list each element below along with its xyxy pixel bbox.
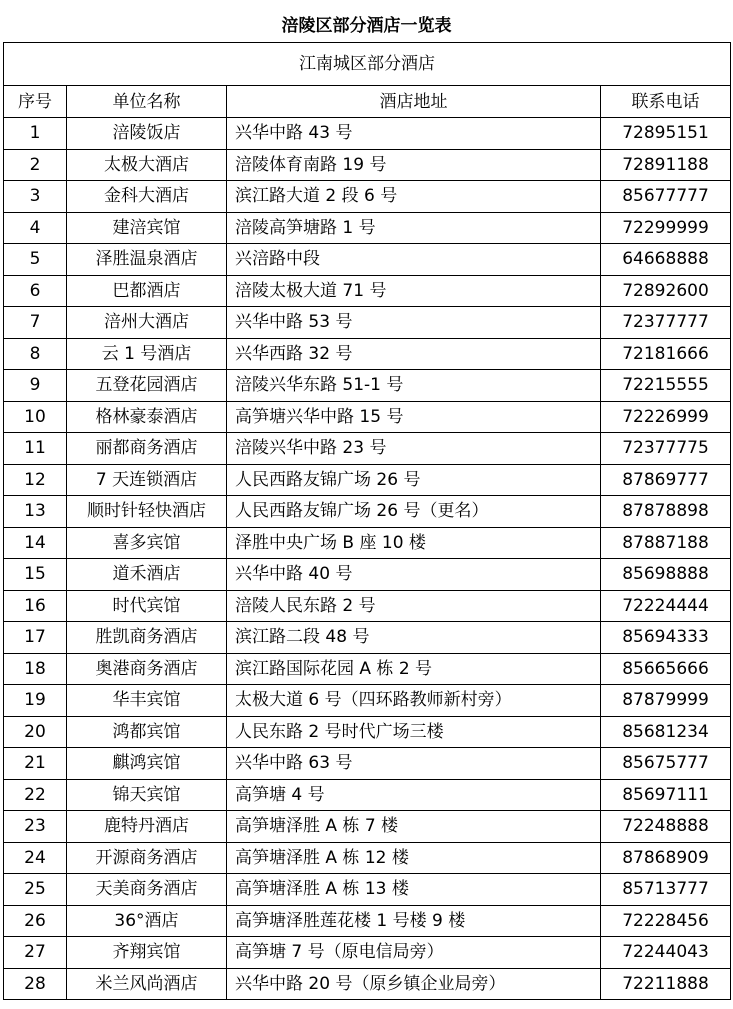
cell-phone: 85698888: [601, 559, 731, 591]
cell-name: 五登花园酒店: [67, 370, 227, 402]
cell-no: 3: [4, 181, 67, 213]
cell-address: 涪陵人民东路 2 号: [227, 590, 601, 622]
cell-address: 兴涪路中段: [227, 244, 601, 276]
cell-address: 兴华中路 20 号（原乡镇企业局旁）: [227, 968, 601, 1000]
cell-no: 5: [4, 244, 67, 276]
cell-no: 26: [4, 905, 67, 937]
cell-address: 兴华中路 40 号: [227, 559, 601, 591]
col-header-no: 序号: [4, 86, 67, 118]
cell-phone: 87879999: [601, 685, 731, 717]
cell-name: 喜多宾馆: [67, 527, 227, 559]
cell-phone: 87878898: [601, 496, 731, 528]
cell-no: 28: [4, 968, 67, 1000]
cell-no: 4: [4, 212, 67, 244]
cell-no: 24: [4, 842, 67, 874]
cell-name: 涪陵饭店: [67, 118, 227, 150]
cell-name: 金科大酒店: [67, 181, 227, 213]
table-row: [4, 716, 731, 748]
cell-address: 涪陵太极大道 71 号: [227, 275, 601, 307]
cell-name: 鹿特丹酒店: [67, 811, 227, 843]
cell-name: 道禾酒店: [67, 559, 227, 591]
cell-no: 20: [4, 716, 67, 748]
section-row: [4, 43, 731, 86]
table-row: [4, 779, 731, 811]
cell-address: 高笋塘泽胜莲花楼 1 号楼 9 楼: [227, 905, 601, 937]
cell-phone: 72299999: [601, 212, 731, 244]
cell-no: 25: [4, 874, 67, 906]
cell-address: 高笋塘 7 号（原电信局旁）: [227, 937, 601, 969]
table-row: [4, 181, 731, 213]
cell-phone: 72228456: [601, 905, 731, 937]
table-row: [4, 559, 731, 591]
cell-address: 涪陵兴华中路 23 号: [227, 433, 601, 465]
cell-phone: 72226999: [601, 401, 731, 433]
cell-phone: 85677777: [601, 181, 731, 213]
table-row: [4, 370, 731, 402]
cell-name: 涪州大酒店: [67, 307, 227, 339]
cell-phone: 72377777: [601, 307, 731, 339]
page-title: 涪陵区部分酒店一览表: [281, 16, 452, 36]
cell-phone: 85697111: [601, 779, 731, 811]
table-row: [4, 590, 731, 622]
cell-name: 太极大酒店: [67, 149, 227, 181]
cell-no: 17: [4, 622, 67, 654]
cell-phone: 72244043: [601, 937, 731, 969]
table-row: [4, 748, 731, 780]
cell-name: 米兰风尚酒店: [67, 968, 227, 1000]
cell-name: 7 天连锁酒店: [67, 464, 227, 496]
cell-phone: 87869777: [601, 464, 731, 496]
cell-name: 建涪宾馆: [67, 212, 227, 244]
table-row: [4, 527, 731, 559]
table-row: [4, 622, 731, 654]
cell-no: 1: [4, 118, 67, 150]
cell-no: 7: [4, 307, 67, 339]
cell-name: 鸿都宾馆: [67, 716, 227, 748]
table-row: [4, 118, 731, 150]
table-row: [4, 212, 731, 244]
cell-name: 格林豪泰酒店: [67, 401, 227, 433]
cell-name: 奥港商务酒店: [67, 653, 227, 685]
cell-no: 6: [4, 275, 67, 307]
cell-address: 高笋塘泽胜 A 栋 12 楼: [227, 842, 601, 874]
cell-no: 9: [4, 370, 67, 402]
cell-no: 21: [4, 748, 67, 780]
cell-name: 云 1 号酒店: [67, 338, 227, 370]
cell-phone: 72215555: [601, 370, 731, 402]
table-row: [4, 149, 731, 181]
cell-phone: 72891188: [601, 149, 731, 181]
cell-no: 13: [4, 496, 67, 528]
cell-phone: 72892600: [601, 275, 731, 307]
table-row: [4, 464, 731, 496]
cell-phone: 85675777: [601, 748, 731, 780]
cell-address: 高笋塘兴华中路 15 号: [227, 401, 601, 433]
cell-address: 兴华中路 43 号: [227, 118, 601, 150]
cell-address: 高笋塘泽胜 A 栋 13 楼: [227, 874, 601, 906]
cell-phone: 85665666: [601, 653, 731, 685]
cell-name: 开源商务酒店: [67, 842, 227, 874]
cell-no: 18: [4, 653, 67, 685]
cell-name: 36°酒店: [67, 905, 227, 937]
table-row: [4, 937, 731, 969]
cell-no: 19: [4, 685, 67, 717]
cell-phone: 64668888: [601, 244, 731, 276]
col-header-address: 酒店地址: [227, 86, 601, 118]
cell-address: 泽胜中央广场 B 座 10 楼: [227, 527, 601, 559]
cell-no: 8: [4, 338, 67, 370]
col-header-name: 单位名称: [67, 86, 227, 118]
cell-phone: 72224444: [601, 590, 731, 622]
section-title: 江南城区部分酒店: [4, 43, 731, 86]
cell-phone: 87887188: [601, 527, 731, 559]
cell-name: 麒鸿宾馆: [67, 748, 227, 780]
table-row: [4, 275, 731, 307]
cell-name: 齐翔宾馆: [67, 937, 227, 969]
col-header-phone: 联系电话: [601, 86, 731, 118]
cell-no: 15: [4, 559, 67, 591]
cell-no: 27: [4, 937, 67, 969]
cell-address: 滨江路二段 48 号: [227, 622, 601, 654]
cell-name: 巴都酒店: [67, 275, 227, 307]
table-row: [4, 685, 731, 717]
table-row: [4, 244, 731, 276]
cell-address: 高笋塘 4 号: [227, 779, 601, 811]
cell-name: 锦天宾馆: [67, 779, 227, 811]
cell-address: 涪陵体育南路 19 号: [227, 149, 601, 181]
cell-address: 人民东路 2 号时代广场三楼: [227, 716, 601, 748]
cell-phone: 72181666: [601, 338, 731, 370]
cell-address: 太极大道 6 号（四环路教师新村旁）: [227, 685, 601, 717]
cell-phone: 85713777: [601, 874, 731, 906]
cell-name: 华丰宾馆: [67, 685, 227, 717]
cell-phone: 87868909: [601, 842, 731, 874]
table-row: [4, 307, 731, 339]
cell-phone: 72377775: [601, 433, 731, 465]
table-row: [4, 653, 731, 685]
cell-address: 高笋塘泽胜 A 栋 7 楼: [227, 811, 601, 843]
cell-address: 兴华西路 32 号: [227, 338, 601, 370]
cell-name: 天美商务酒店: [67, 874, 227, 906]
cell-address: 兴华中路 63 号: [227, 748, 601, 780]
table-row: [4, 811, 731, 843]
cell-address: 兴华中路 53 号: [227, 307, 601, 339]
cell-address: 人民西路友锦广场 26 号（更名）: [227, 496, 601, 528]
cell-phone: 72211888: [601, 968, 731, 1000]
hotel-table: [3, 42, 731, 1000]
table-row: [4, 433, 731, 465]
cell-no: 12: [4, 464, 67, 496]
cell-address: 涪陵高笋塘路 1 号: [227, 212, 601, 244]
table-row: [4, 905, 731, 937]
cell-name: 胜凯商务酒店: [67, 622, 227, 654]
cell-phone: 85694333: [601, 622, 731, 654]
cell-address: 滨江路大道 2 段 6 号: [227, 181, 601, 213]
cell-address: 涪陵兴华东路 51-1 号: [227, 370, 601, 402]
cell-phone: 72895151: [601, 118, 731, 150]
cell-address: 人民西路友锦广场 26 号: [227, 464, 601, 496]
table-row: [4, 496, 731, 528]
cell-name: 顺时针轻快酒店: [67, 496, 227, 528]
cell-name: 丽都商务酒店: [67, 433, 227, 465]
cell-name: 时代宾馆: [67, 590, 227, 622]
cell-no: 22: [4, 779, 67, 811]
header-row: [4, 86, 731, 118]
cell-no: 11: [4, 433, 67, 465]
table-row: [4, 874, 731, 906]
cell-no: 16: [4, 590, 67, 622]
cell-name: 泽胜温泉酒店: [67, 244, 227, 276]
table-row: [4, 401, 731, 433]
table-row: [4, 338, 731, 370]
cell-no: 23: [4, 811, 67, 843]
cell-phone: 85681234: [601, 716, 731, 748]
cell-no: 10: [4, 401, 67, 433]
cell-no: 14: [4, 527, 67, 559]
cell-no: 2: [4, 149, 67, 181]
cell-phone: 72248888: [601, 811, 731, 843]
table-row: [4, 968, 731, 1000]
table-row: [4, 842, 731, 874]
cell-address: 滨江路国际花园 A 栋 2 号: [227, 653, 601, 685]
